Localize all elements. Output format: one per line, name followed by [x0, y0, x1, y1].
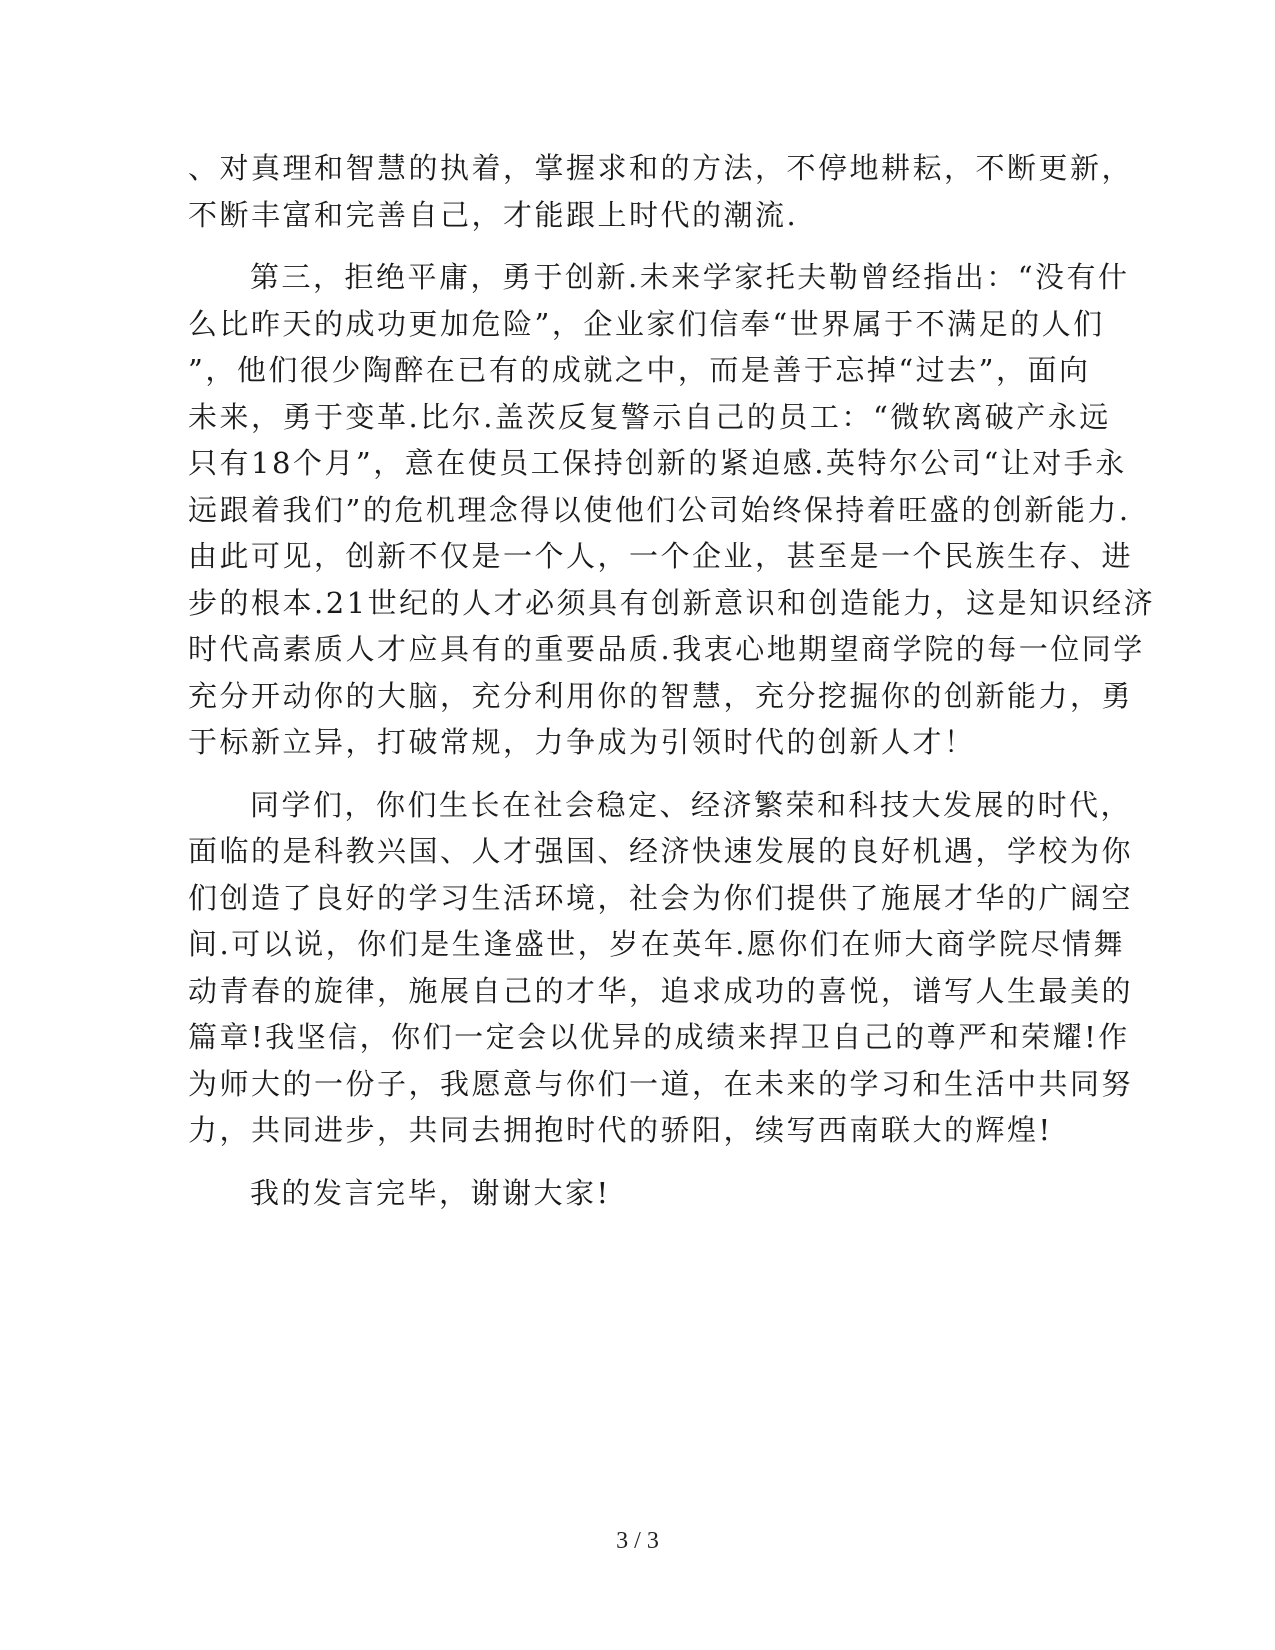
text-line: 由此可见，创新不仅是一个人，一个企业，甚至是一个民族生存、进 [188, 539, 1134, 573]
text-line: 同学们，你们生长在社会稳定、经济繁荣和科技大发展的时代， [250, 787, 1133, 822]
text-line: ”，他们很少陶醉在已有的成就之中，而是善于忘掉“过去”，面向 [188, 353, 1091, 387]
text-line: 篇章!我坚信，你们一定会以优异的成绩来捍卫自己的尊严和荣耀!作 [188, 1020, 1130, 1054]
text-line: 么比昨天的成功更加危险”，企业家们信奉“世界属于不满足的人们 [188, 306, 1105, 341]
text-line: 只有18个月”，意在使员工保持创新的紧迫感.英特尔公司“让对手永 [188, 446, 1127, 480]
text-line: 间.可以说，你们是生逢盛世，岁在英年.愿你们在师大商学院尽情舞 [188, 927, 1125, 961]
text-line: 远跟着我们”的危机理念得以使他们公司始终保持着旺盛的创新能力. [188, 492, 1131, 527]
text-line: 力，共同进步，共同去拥抱时代的骄阳，续写西南联大的辉煌! [188, 1113, 1053, 1147]
text-line: 们创造了良好的学习生活环境，社会为你们提供了施展才华的广阔空 [188, 880, 1134, 915]
paragraph-students [188, 782, 1134, 1154]
text-line: 不断丰富和完善自己，才能跟上时代的潮流. [188, 197, 799, 232]
paragraph-innovation [188, 254, 1156, 766]
text-line: 动青春的旋律，施展自己的才华，追求成功的喜悦，谱写人生最美的 [188, 973, 1134, 1008]
text-line: 时代高素质人才应具有的重要品质.我衷心地期望商学院的每一位同学 [188, 632, 1145, 666]
text-line: 充分开动你的大脑，充分利用你的智慧，充分挖掘你的创新能力，勇 [188, 678, 1134, 713]
paragraph-continuation [188, 145, 1134, 238]
page-number: 3 / 3 [616, 1528, 659, 1554]
document-body [188, 145, 1156, 1232]
text-line: 第三，拒绝平庸，勇于创新.未来学家托夫勒曾经指出：“没有什 [250, 260, 1130, 294]
text-line: 步的根本.21世纪的人才必须具有创新意识和创造能力，这是知识经济 [188, 585, 1156, 620]
text-line: 于标新立异，打破常规，力争成为引领时代的创新人才！ [188, 725, 976, 759]
text-line: 未来，勇于变革.比尔.盖茨反复警示自己的员工：“微软离破产永远 [188, 399, 1111, 434]
text-line: 、对真理和智慧的执着，掌握求和的方法，不停地耕耘，不断更新， [188, 151, 1134, 185]
text-line: 我的发言完毕，谢谢大家! [250, 1175, 611, 1210]
paragraph-closing [188, 1170, 1073, 1217]
text-line: 为师大的一份子，我愿意与你们一道，在未来的学习和生活中共同努 [188, 1066, 1134, 1101]
text-line: 面临的是科教兴国、人才强国、经济快速发展的良好机遇，学校为你 [188, 834, 1134, 868]
